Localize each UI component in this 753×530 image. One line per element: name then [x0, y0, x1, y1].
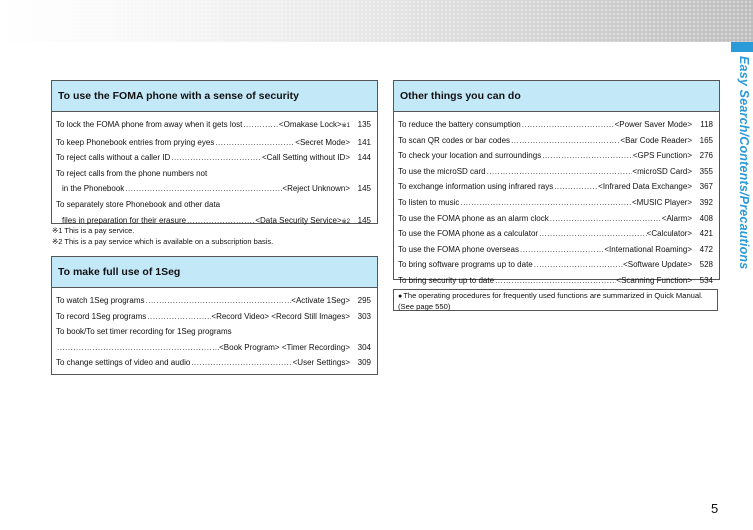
index-entry[interactable]: To use the FOMA phone overseas ..... <International Roaming> 472 [398, 242, 713, 258]
footnote: ※2 This is a pay service which is available on a subscription basis. [52, 236, 274, 246]
index-entry[interactable]: To bring software programs up to date ..... <Software Update> 528 [398, 257, 713, 273]
oneseg-box-title: To make full use of 1Seg [52, 257, 377, 288]
index-entry[interactable]: To record 1Seg programs ..... <Record Video> <Record Still Images> 303 [56, 309, 371, 325]
security-entries [52, 112, 377, 230]
index-entry-line: To reject calls from the phone numbers not [56, 168, 208, 178]
index-entry[interactable]: To change settings of video and audio ..... <User Settings> 309 [56, 355, 371, 371]
other-entries [394, 112, 719, 289]
index-entry[interactable]: To use the FOMA phone as an alarm clock ..... <Alarm> 408 [398, 211, 713, 227]
oneseg-box [51, 256, 378, 375]
section-tab-marker [731, 42, 753, 52]
index-entry[interactable]: To reject calls without a caller ID ..... <Call Setting without ID> 144 [56, 150, 371, 166]
index-entry[interactable]: To watch 1Seg programs ..... <Activate 1Seg> 295 [56, 293, 371, 309]
index-entry[interactable]: To use the FOMA phone as a calculator ..... <Calculator> 421 [398, 226, 713, 242]
section-side-label[interactable]: Easy Search/Contents/Precautions [737, 56, 751, 270]
index-entry[interactable]: ..... <Book Program> <Timer Recording> 304 [56, 340, 371, 356]
other-box [393, 80, 720, 285]
oneseg-entries [52, 288, 377, 371]
index-entry[interactable]: To lock the FOMA phone from away when it gets lost ..... <Omakase Lock> ※1 135 [56, 117, 371, 135]
index-entry[interactable]: To use the microSD card ..... <microSD Card> 355 [398, 164, 713, 180]
index-entry[interactable]: To exchange information using infrared rays ..... <Infrared Data Exchange> 367 [398, 179, 713, 195]
index-entry[interactable]: To scan QR codes or bar codes ..... <Bar Code Reader> 165 [398, 133, 713, 149]
index-entry[interactable]: To bring security up to date ..... <Scanning Function> 534 [398, 273, 713, 289]
other-box-title: Other things you can do [394, 81, 719, 112]
index-entry[interactable]: To reduce the battery consumption ..... <Power Saver Mode> 118 [398, 117, 713, 133]
page-number: 5 [711, 501, 719, 516]
bullet-icon: ● [398, 293, 403, 300]
security-box-title: To use the FOMA phone with a sense of security [52, 81, 377, 112]
index-entry[interactable]: in the Phonebook ..... <Reject Unknown> 145 [56, 181, 371, 197]
footnotes [52, 226, 273, 247]
footnote: ※1 This is a pay service. [52, 226, 135, 235]
header-band [0, 0, 753, 42]
security-box [51, 80, 378, 224]
index-entry-line: To separately store Phonebook and other data [56, 199, 221, 209]
index-entry[interactable]: files in preparation for their erasure ..... <Data Security Service> ※2 145 [56, 213, 371, 231]
index-entry-line: To book/To set timer recording for 1Seg programs [56, 327, 232, 337]
index-entry[interactable]: To listen to music ..... <MUSIC Player> 392 [398, 195, 713, 211]
index-entry[interactable]: To check your location and surroundings ..... <GPS Function> 276 [398, 148, 713, 164]
quick-manual-note: ●The operating procedures for frequently used functions are summarized in Quick Manual. (See page 550) [393, 289, 718, 311]
index-entry[interactable]: To keep Phonebook entries from prying eyes ..... <Secret Mode> 141 [56, 135, 371, 151]
